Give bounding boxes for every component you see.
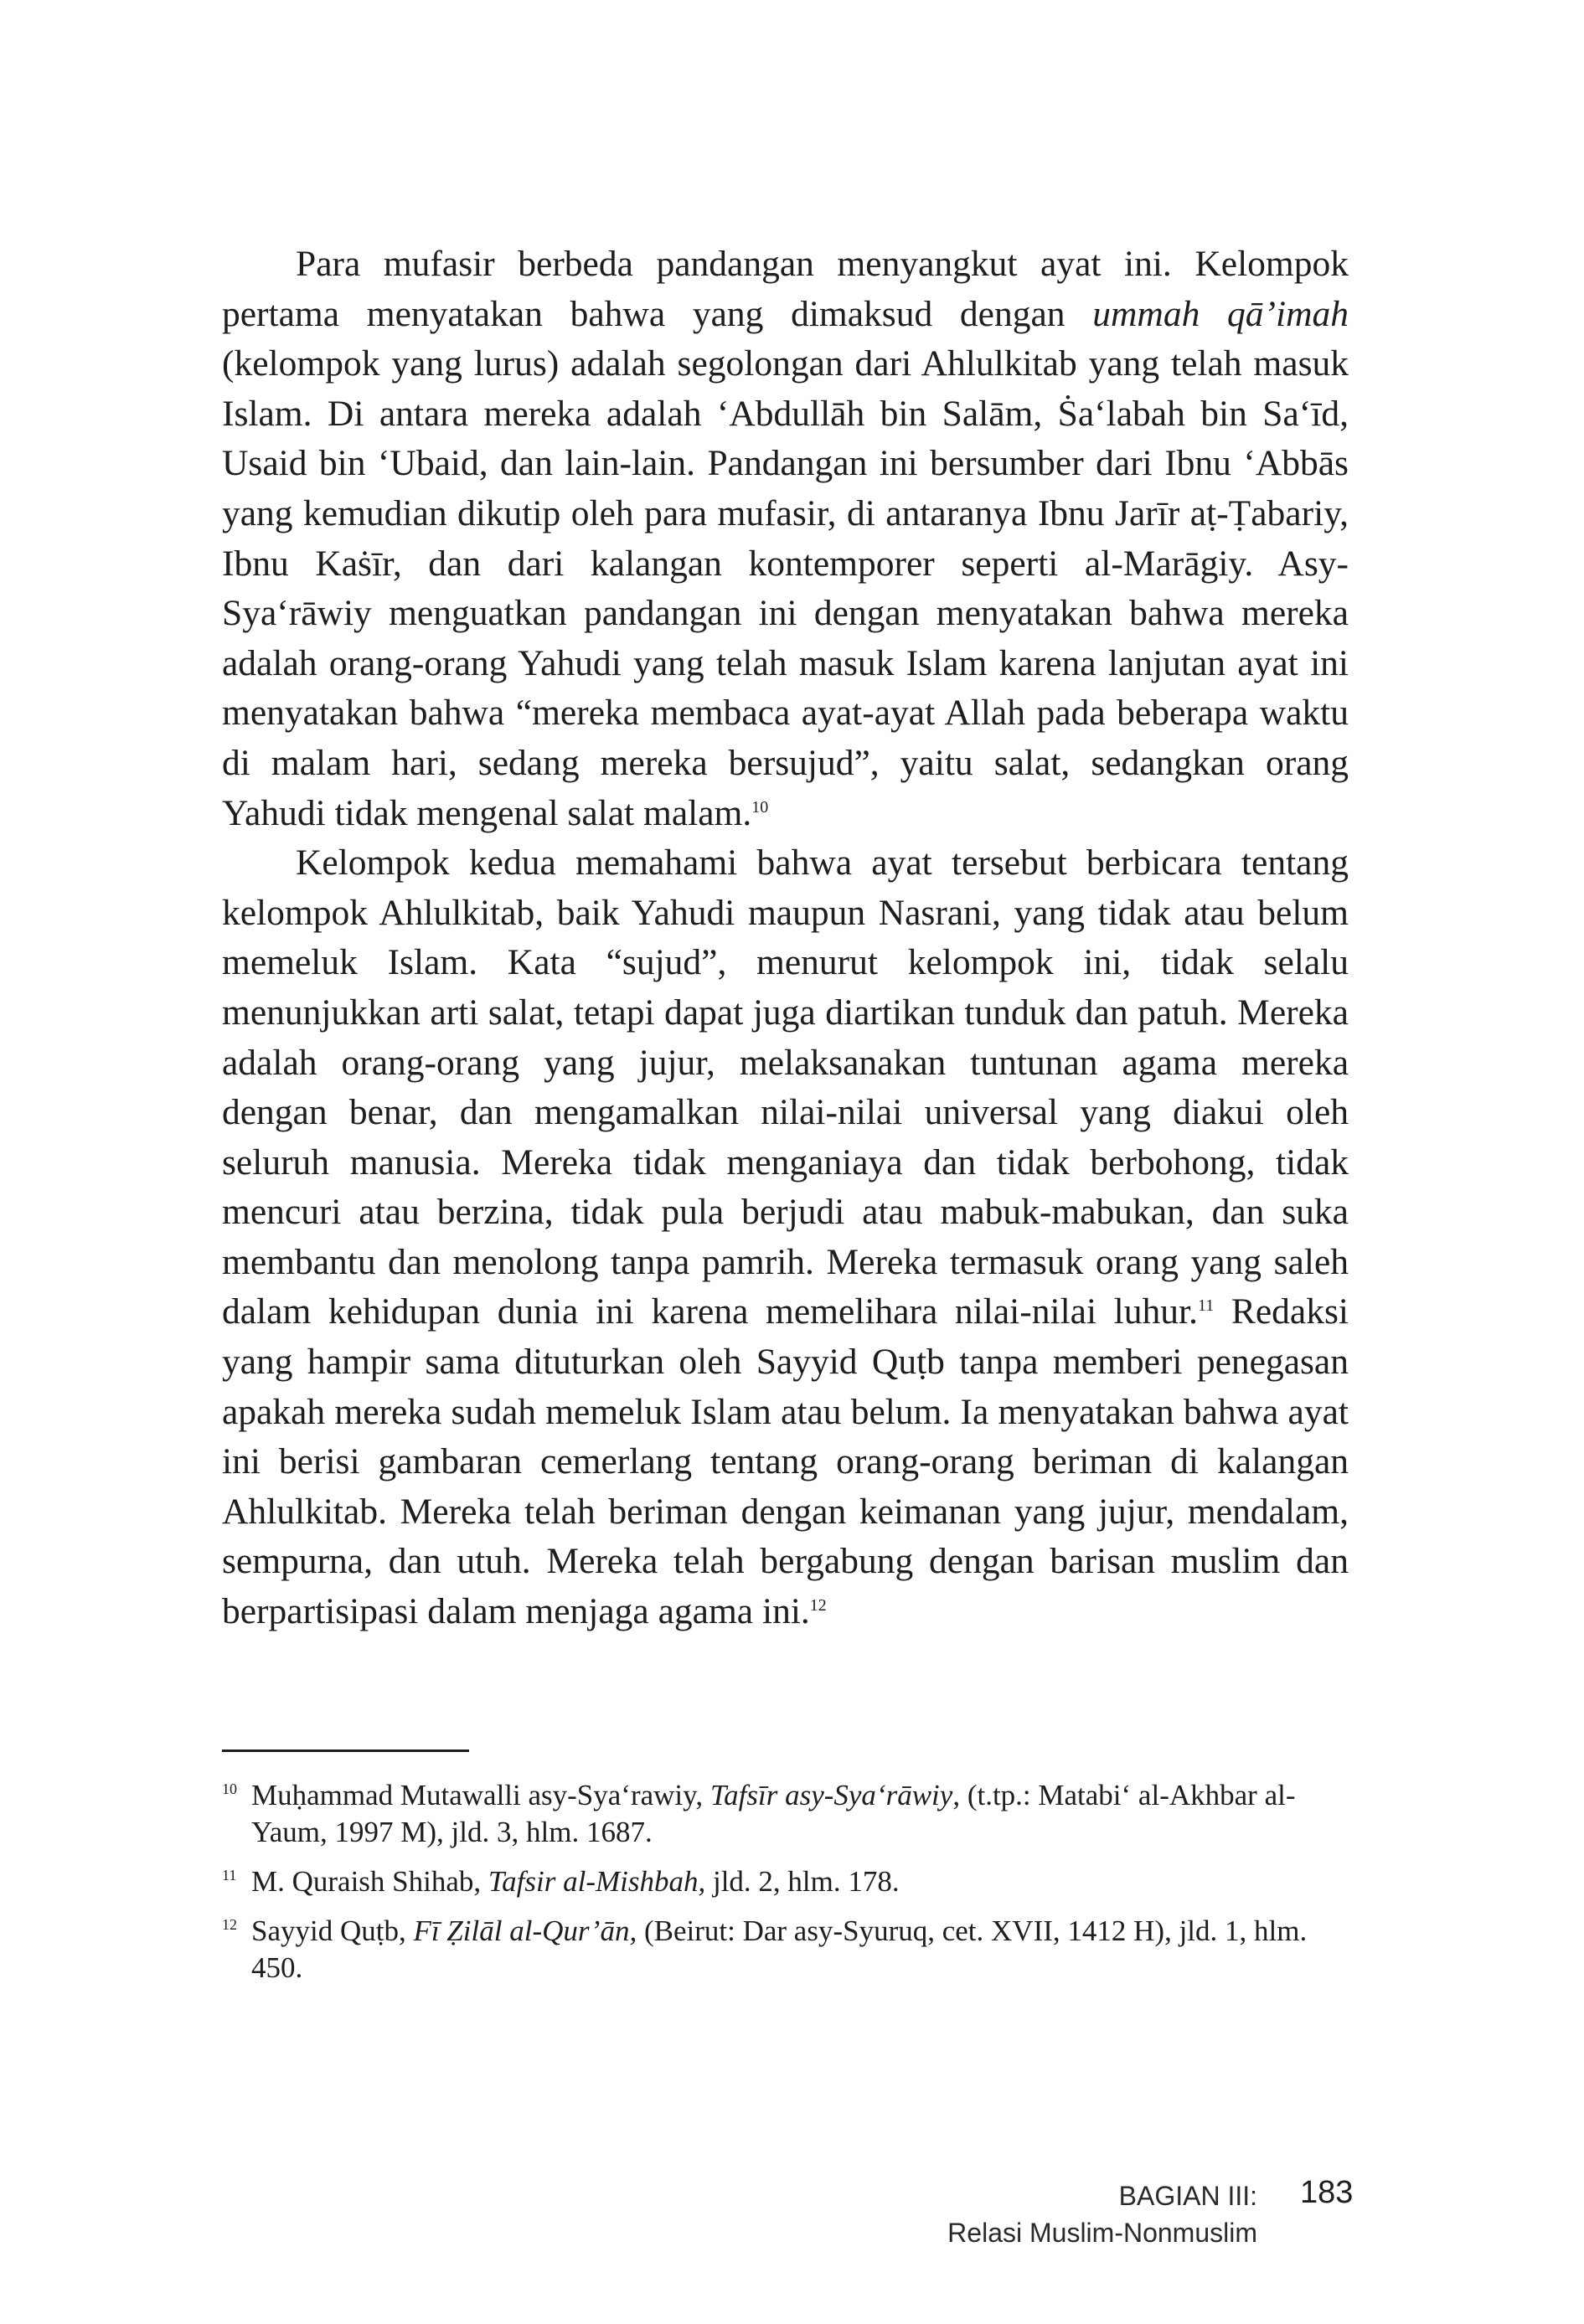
paragraph-1 [222,240,1349,838]
footnote-number: 12 [222,1916,237,1933]
footnote-title: Tafsir al-Mishbah, [488,1865,706,1898]
paragraph-1-text-b: (kelompok yang lurus) adalah segolongan dari Ahlulkitab yang telah masuk Islam. Di antara mereka adalah ‘Abdullāh bin Salām, Ṡa‘labah bin Sa‘īd, Usaid bin ‘Ubaid, dan lain-lain. Pandangan ini bersumber dari Ibnu ‘Abbās yang kemudian dikutip oleh para mufasir, di antaranya Ibnu Jarīr aṭ-Ṭabariy, Ibnu Kaṡīr, dan dari kalangan kontemporer seperti al-Marāgiy. Asy-Sya‘rāwiy menguatkan pandangan ini dengan menyatakan bahwa mereka adalah orang-orang Yahudi yang telah masuk Islam karena lanjutan ayat ini menyatakan bahwa “mereka membaca ayat-ayat Allah pada beberapa waktu di malam hari, sedang mereka bersujud”, yaitu salat, sedangkan orang Yahudi tidak mengenal salat malam. [222,343,1349,833]
footnote-text: Muḥammad Mutawalli asy-Sya‘rawiy, [251,1779,710,1811]
footnote-text: , (t.tp.: Matabi‘ al-Akhbar al-Yaum, 1997 M), jld. 3, hlm. 1687. [251,1779,1296,1848]
term-ummah-qaimah: ummah qā’imah [1092,293,1349,334]
footnote-title: Fī Ẓilāl al-Qur’ān, [413,1914,637,1947]
footnote-text: Sayyid Quṭb, [251,1914,414,1947]
footnote-text: M. Quraish Shihab, [251,1865,488,1898]
footnote-divider [222,1749,469,1752]
footnote-number: 10 [222,1780,237,1797]
footnote-ref-12[interactable]: 12 [809,1596,827,1615]
footnote-12 [222,1913,1349,1986]
paragraph-2-text-a: Kelompok kedua memahami bahwa ayat tersebut berbicara tentang kelompok Ahlulkitab, baik Yahudi maupun Nasrani, yang tidak atau belum memeluk Islam. Kata “sujud”, menurut kelompok ini, tidak selalu menunjukkan arti salat, tetapi dapat juga diartikan tunduk dan patuh. Mereka adalah orang-orang yang jujur, melaksanakan tuntunan agama mereka dengan benar, dan mengamalkan nilai-nilai universal yang diakui oleh seluruh manusia. Mereka tidak menganiaya dan tidak berbohong, tidak mencuri atau berzina, tidak pula berjudi atau mabuk-mabukan, dan suka membantu dan menolong tanpa pamrih. Mereka termasuk orang yang saleh dalam kehidupan dunia ini karena memelihara nilai-nilai luhur. [222,843,1349,1332]
footnote-ref-11[interactable]: 11 [1197,1296,1215,1316]
footnote-title: Tafsīr asy-Sya‘rāwiy [709,1779,953,1811]
paragraph-2 [222,838,1349,1637]
footnotes [222,1777,1349,1999]
paragraph-2-text-b: Redaksi yang hampir sama dituturkan oleh Sayyid Quṭb tanpa memberi penegasan apakah mereka sudah memeluk Islam atau belum. Ia menyatakan bahwa ayat ini berisi gambaran cemerlang tentang orang-orang beriman di kalangan Ahlulkitab. Mereka telah beriman dengan keimanan yang jujur, mendalam, sempurna, dan utuh. Mereka telah bergabung dengan barisan muslim dan berpartisipasi dalam menjaga agama ini. [222,1291,1349,1632]
page-number: 183 [1300,2175,1354,2210]
footnote-text: (Beirut: Dar asy-Syuruq, cet. XVII, 1412 H), jld. 1, hlm. 450. [251,1914,1308,1984]
footnote-number: 11 [222,1867,237,1883]
paragraph-1-text-a: Para mufasir berbeda pandangan menyangkut ayat ini. Kelompok pertama menyatakan bahwa yang dimaksud dengan [222,244,1349,334]
running-head-section: BAGIAN III: [1118,2181,1257,2211]
running-head-subtitle: Relasi Muslim-Nonmuslim [947,2218,1257,2248]
footnote-11 [222,1863,1349,1900]
footnote-text: jld. 2, hlm. 178. [705,1865,900,1898]
footnote-10 [222,1777,1349,1851]
running-head [947,2177,1257,2251]
body-text [222,240,1349,1637]
footnote-ref-10[interactable]: 10 [751,797,769,817]
